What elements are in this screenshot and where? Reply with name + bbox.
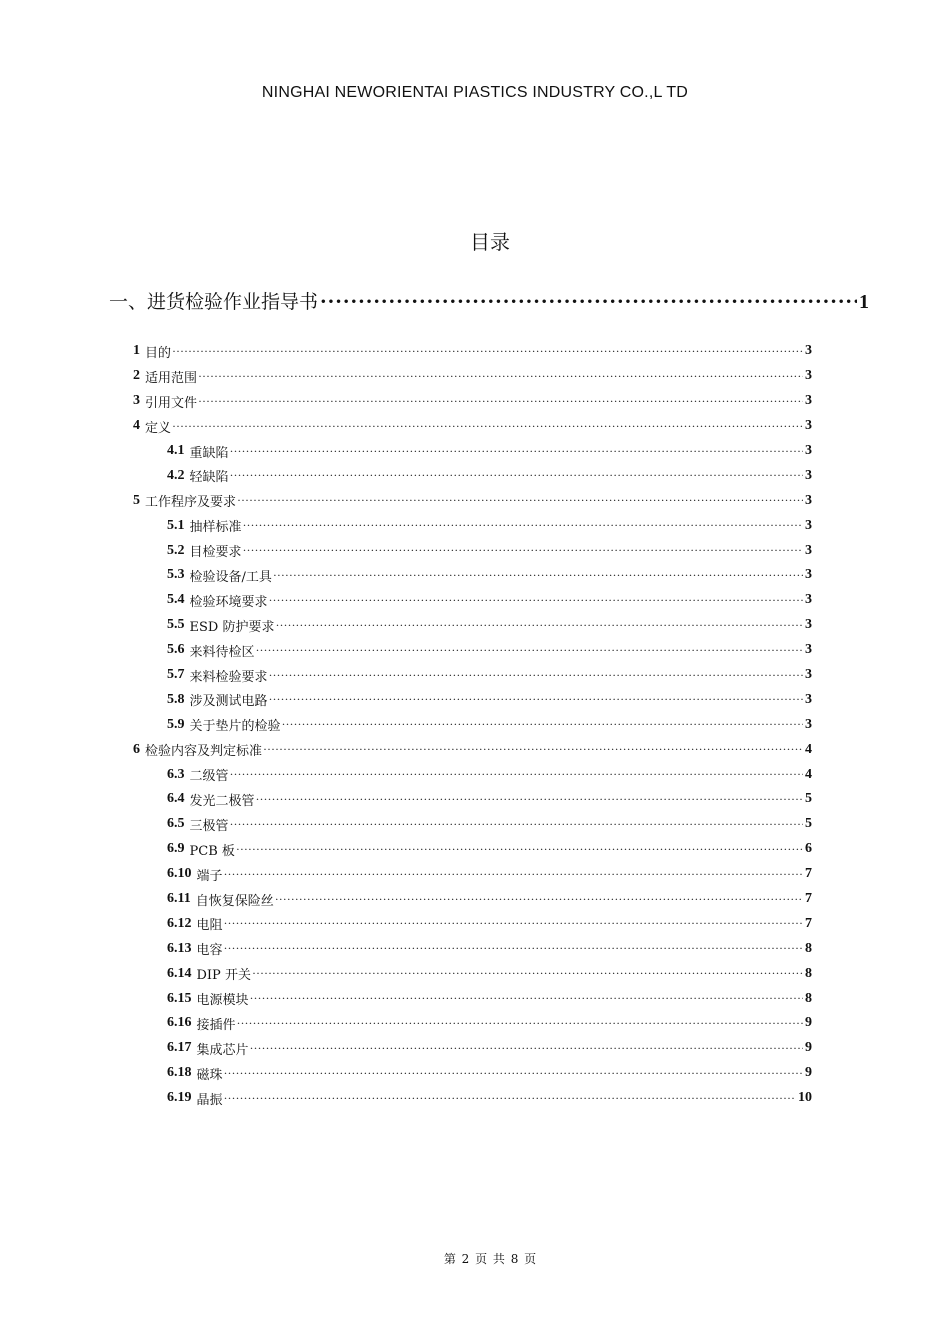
toc-entry-number: 6.9 [167, 841, 185, 857]
toc-entry-text: ESD 防护要求 [189, 619, 275, 635]
toc-entry-text: 检验设备/工具 [189, 569, 272, 585]
toc-leader-dots [224, 867, 803, 882]
toc-entry[interactable] [133, 812, 812, 837]
toc-entry-page: 5 [805, 816, 812, 832]
toc-entry-text: DIP 开关 [196, 968, 251, 984]
toc-entry-text: 引用文件 [145, 395, 198, 411]
toc-leader-dots [198, 394, 803, 409]
toc-entry-text: 涉及测试电路 [189, 694, 268, 710]
toc-entry-text: 磁珠 [196, 1067, 223, 1083]
toc-entry-text: 轻缺陷 [189, 470, 229, 486]
toc-leader-dots [320, 291, 857, 313]
toc-entry-text: 自恢复保险丝 [195, 893, 274, 909]
toc-entry[interactable] [133, 887, 812, 912]
toc-leader-dots [243, 518, 803, 533]
toc-leader-dots [263, 742, 803, 757]
toc-entry-page: 3 [805, 492, 812, 508]
toc-leader-dots [282, 717, 803, 732]
toc-entry-page: 3 [805, 567, 812, 583]
toc-entry-page: 3 [805, 542, 812, 558]
toc-entry-number: 6.13 [167, 940, 192, 956]
toc-entry[interactable] [133, 638, 812, 663]
toc-entry[interactable] [133, 389, 812, 414]
toc-entry-number: 5.6 [167, 642, 185, 658]
toc-entry-page: 3 [805, 418, 812, 434]
toc-entry-page: 5 [805, 791, 812, 807]
toc-leader-dots [224, 941, 803, 956]
toc-entry-text: 集成芯片 [196, 1042, 249, 1058]
toc-leader-dots [224, 916, 803, 931]
toc-entry-page: 9 [805, 1040, 812, 1056]
toc-entry-text: 检验内容及判定标准 [145, 744, 263, 760]
toc-entry-number: 4 [133, 418, 140, 434]
toc-entry-text: 关于垫片的检验 [189, 719, 281, 735]
toc-entry-number: 5.3 [167, 567, 185, 583]
toc-leader-dots [236, 842, 803, 857]
toc-entry-page: 3 [805, 443, 812, 458]
toc-entry[interactable] [133, 563, 812, 588]
toc-entry-number: 1 [133, 343, 140, 359]
toc-entry[interactable] [133, 687, 812, 712]
toc-entry-number: 6.18 [167, 1065, 192, 1081]
toc-entry[interactable] [133, 1036, 812, 1061]
toc-leader-dots [275, 892, 803, 907]
toc-leader-dots [237, 1016, 803, 1031]
toc-entry-page: 8 [805, 990, 812, 1006]
toc-entry-number: 5.7 [167, 667, 185, 683]
toc-entry-page: 3 [805, 592, 812, 608]
toc-entry[interactable] [133, 613, 812, 638]
toc-entry[interactable] [133, 488, 812, 513]
toc-entry-text: 晶振 [196, 1092, 223, 1108]
toc-entry-text: 二级管 [189, 769, 229, 785]
toc-entry[interactable] [133, 762, 812, 787]
toc-entry-number: 6.10 [167, 866, 192, 882]
toc-entry-page: 10 [798, 1090, 812, 1106]
toc-entry-page: 3 [805, 368, 812, 384]
toc-entry[interactable] [133, 513, 812, 538]
toc-entry[interactable] [133, 936, 812, 961]
toc-entry-number: 4.1 [167, 443, 185, 458]
toc-entry-text: 检验环境要求 [189, 594, 268, 610]
toc-entry-page: 3 [805, 617, 812, 633]
toc-entry-text: 接插件 [196, 1017, 236, 1033]
toc-entry-page: 9 [805, 1015, 812, 1031]
toc-main-entry[interactable] [109, 287, 869, 314]
toc-entry-text: 适用范围 [145, 370, 198, 386]
company-header: NINGHAI NEWORIENTAI PIASTICS INDUSTRY CO.,L TD [261, 84, 689, 101]
toc-leader-dots [275, 618, 803, 633]
toc-entry-text: 来料检验要求 [189, 669, 268, 685]
toc-entry-number: 6.11 [167, 891, 191, 907]
toc-entry-number: 6.5 [167, 816, 185, 832]
toc-entry-page: 4 [805, 741, 812, 757]
toc-entry-number: 5.4 [167, 592, 185, 608]
toc-main-entry-page: 1 [859, 291, 869, 313]
toc-entry-number: 5.5 [167, 617, 185, 633]
toc-entry[interactable] [133, 588, 812, 613]
toc-entry[interactable] [133, 538, 812, 563]
toc-entry[interactable] [133, 787, 812, 812]
toc-leader-dots [230, 817, 803, 832]
toc-leader-dots [230, 468, 803, 483]
toc-entry[interactable] [133, 339, 812, 364]
toc-entry-text: 来料待检区 [189, 644, 255, 660]
toc-entry[interactable] [133, 911, 812, 936]
toc-entry-page: 6 [805, 841, 812, 857]
toc-entry[interactable] [133, 1061, 812, 1086]
toc-leader-dots [237, 493, 803, 508]
toc-leader-dots [230, 767, 803, 782]
toc-entry-number: 5.1 [167, 517, 185, 533]
toc-entry-page: 7 [805, 915, 812, 931]
toc-leader-dots [250, 991, 803, 1006]
toc-entry-page: 3 [805, 642, 812, 658]
toc-entry[interactable] [133, 463, 812, 488]
toc-entry-number: 5 [133, 492, 140, 508]
toc-entry[interactable] [133, 439, 812, 464]
toc-entry-text: 目检要求 [189, 545, 242, 561]
toc-entry-text: PCB 板 [189, 843, 235, 859]
toc-entry-page: 4 [805, 766, 812, 782]
toc-leader-dots [269, 692, 803, 707]
toc-leader-dots [256, 643, 803, 658]
toc-leader-dots [250, 1041, 803, 1056]
toc-entry-number: 6 [133, 741, 140, 757]
toc-entry[interactable] [133, 1011, 812, 1036]
toc-entry-number: 6.19 [167, 1090, 192, 1106]
toc-entry-page: 7 [805, 866, 812, 882]
toc-entry[interactable] [133, 663, 812, 688]
toc-entry-number: 6.4 [167, 791, 185, 807]
toc-entry-page: 9 [805, 1065, 812, 1081]
toc-leader-dots [256, 792, 803, 807]
toc-entry-text: 定义 [145, 420, 172, 436]
toc-entry-page: 3 [805, 467, 812, 483]
toc-leader-dots [252, 966, 803, 981]
toc-entry-number: 2 [133, 368, 140, 384]
toc-entry-number: 6.14 [167, 965, 192, 981]
toc-list [133, 339, 812, 1111]
toc-entry[interactable] [133, 961, 812, 986]
toc-entry-number: 5.9 [167, 716, 185, 732]
toc-main-entry-label: 一、进货检验作业指导书 [109, 291, 319, 313]
toc-entry[interactable] [133, 414, 812, 439]
toc-entry[interactable] [133, 862, 812, 887]
toc-entry-text: 发光二极管 [189, 793, 255, 809]
toc-entry-text: 电阻 [196, 918, 223, 934]
toc-entry-text: 目的 [145, 345, 172, 361]
toc-leader-dots [198, 369, 803, 384]
toc-entry-text: 重缺陷 [189, 445, 229, 461]
toc-leader-dots [230, 444, 803, 459]
toc-entry-page: 3 [805, 716, 812, 732]
toc-leader-dots [243, 543, 803, 558]
toc-entry-page: 8 [805, 965, 812, 981]
toc-entry-page: 3 [805, 517, 812, 533]
toc-entry-text: 电容 [196, 943, 223, 959]
toc-entry-page: 3 [805, 691, 812, 707]
toc-entry-number: 6.12 [167, 915, 192, 931]
toc-entry[interactable] [133, 712, 812, 737]
toc-entry[interactable] [133, 364, 812, 389]
toc-leader-dots [172, 344, 803, 359]
toc-entry-number: 6.17 [167, 1040, 192, 1056]
toc-entry[interactable] [133, 1086, 812, 1111]
toc-entry-number: 4.2 [167, 467, 185, 483]
page-footer: 第 2 页 共 8 页 [443, 1252, 537, 1266]
toc-entry-number: 5.8 [167, 691, 185, 707]
toc-entry-page: 3 [805, 667, 812, 683]
toc-entry-page: 8 [805, 940, 812, 956]
toc-entry[interactable] [133, 737, 812, 762]
toc-entry-number: 3 [133, 393, 140, 409]
toc-entry-text: 三极管 [189, 818, 229, 834]
toc-leader-dots [269, 668, 803, 683]
toc-entry[interactable] [133, 837, 812, 862]
toc-entry-number: 6.16 [167, 1015, 192, 1031]
toc-entry-text: 电源模块 [196, 993, 249, 1009]
toc-title: 目录 [470, 230, 510, 254]
toc-entry-text: 端子 [196, 868, 223, 884]
toc-entry-text: 工作程序及要求 [145, 495, 237, 511]
toc-entry-page: 7 [805, 891, 812, 907]
toc-entry-number: 6.15 [167, 990, 192, 1006]
toc-leader-dots [172, 419, 803, 434]
toc-leader-dots [224, 1091, 796, 1106]
toc-entry[interactable] [133, 986, 812, 1011]
toc-entry-text: 抽样标准 [189, 520, 242, 536]
toc-leader-dots [269, 593, 803, 608]
toc-entry-page: 3 [805, 393, 812, 409]
toc-leader-dots [224, 1066, 803, 1081]
toc-entry-page: 3 [805, 343, 812, 359]
toc-leader-dots [273, 568, 803, 583]
toc-entry-number: 5.2 [167, 542, 185, 558]
toc-entry-number: 6.3 [167, 766, 185, 782]
